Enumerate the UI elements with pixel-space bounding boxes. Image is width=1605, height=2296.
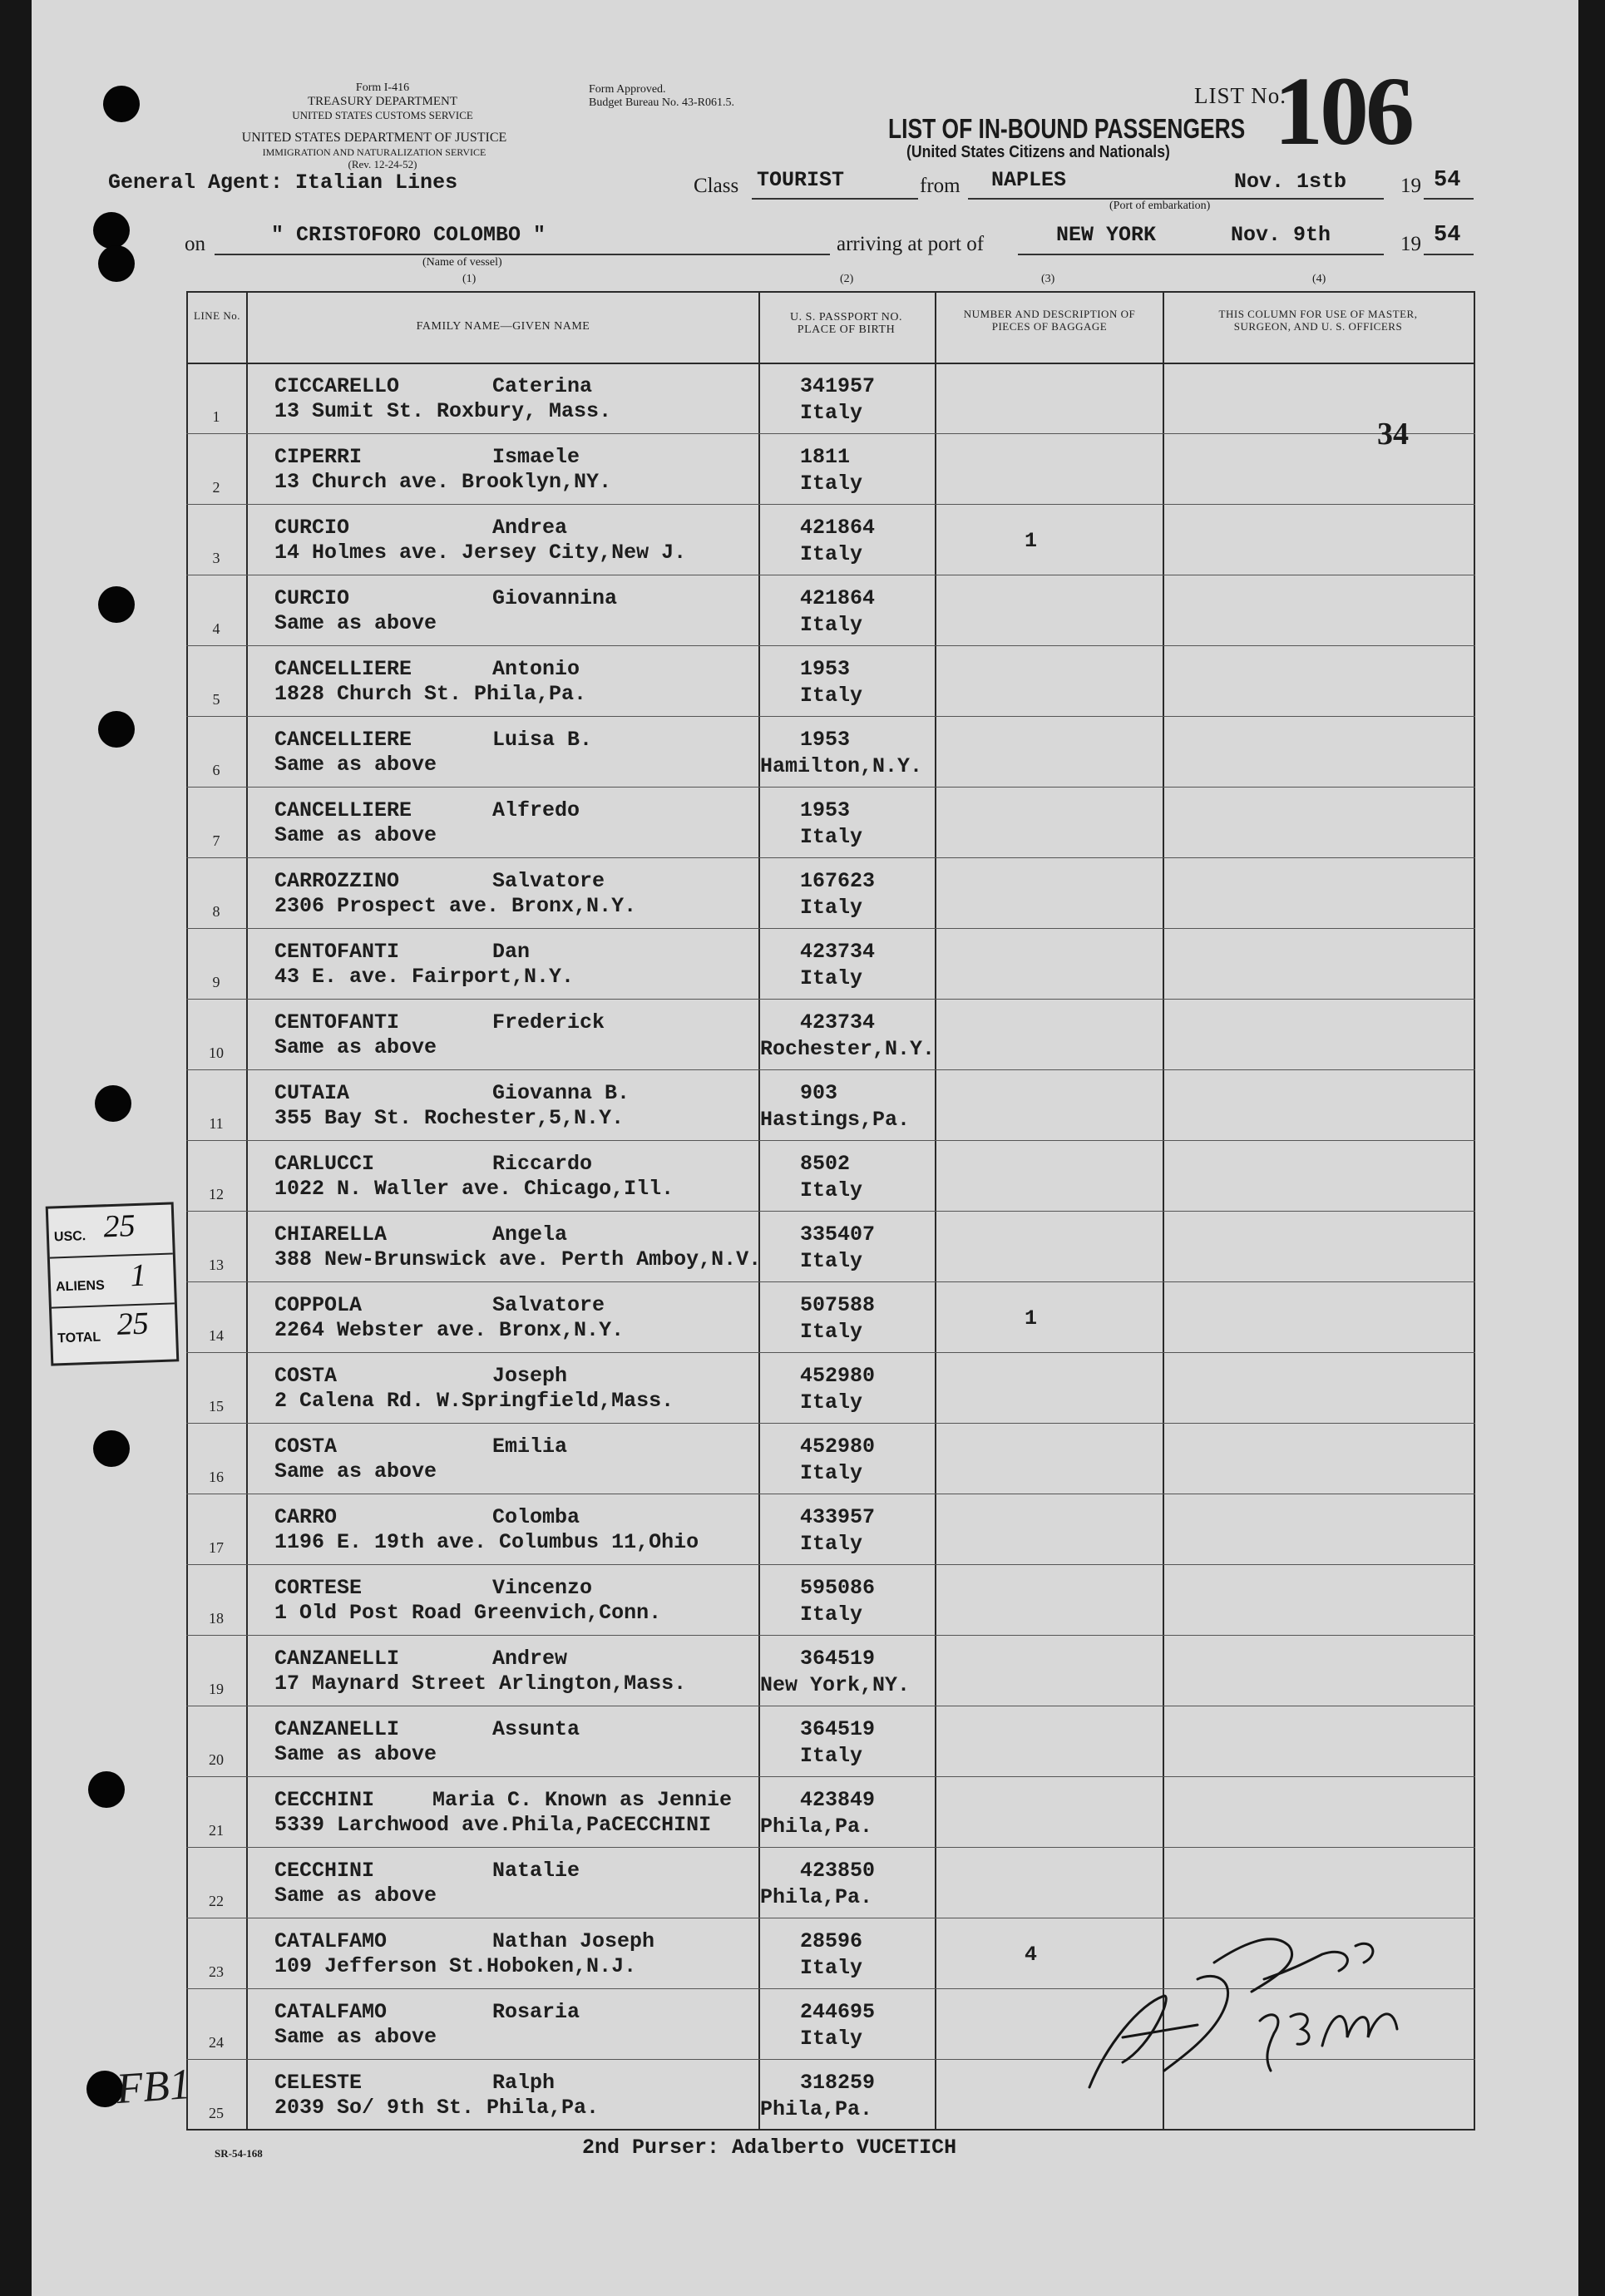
family-name: COSTA bbox=[274, 1434, 338, 1459]
line-number: 2 bbox=[212, 479, 220, 496]
from-port: NAPLES bbox=[991, 168, 1067, 192]
line-number: 12 bbox=[209, 1186, 224, 1202]
given-name: Luisa B. bbox=[492, 728, 593, 752]
given-name: Nathan Joseph bbox=[492, 1929, 655, 1953]
family-name: CENTOFANTI bbox=[274, 1010, 400, 1034]
passport-number: 423850 bbox=[800, 1859, 876, 1883]
revision-date: (Rev. 12-24-52) bbox=[348, 158, 417, 170]
given-name: Joseph bbox=[492, 1364, 568, 1388]
line-number: 22 bbox=[209, 1893, 224, 1909]
arrive-underline bbox=[1018, 254, 1384, 255]
punch-hole bbox=[88, 1771, 125, 1808]
given-name: Ismaele bbox=[492, 445, 580, 469]
given-name: Caterina bbox=[492, 374, 593, 398]
given-name: Salvatore bbox=[492, 869, 605, 893]
family-name: CHIARELLA bbox=[274, 1222, 388, 1247]
place-of-birth: Italy bbox=[800, 1602, 863, 1627]
passport-number: 1953 bbox=[800, 798, 851, 822]
place-of-birth: Italy bbox=[800, 1249, 863, 1273]
home-address: 1 Old Post Road Greenvich,Conn. bbox=[274, 1601, 662, 1625]
passport-number: 595086 bbox=[800, 1576, 876, 1600]
from-year: 54 bbox=[1434, 168, 1461, 193]
passport-number: 423849 bbox=[800, 1788, 876, 1812]
place-of-birth: Hastings,Pa. bbox=[760, 1108, 911, 1132]
passport-number: 507588 bbox=[800, 1293, 876, 1317]
arrival-year: 54 bbox=[1434, 223, 1461, 248]
passport-number: 341957 bbox=[800, 374, 876, 398]
passport-number: 28596 bbox=[800, 1929, 863, 1953]
family-name: CANZANELLI bbox=[274, 1717, 400, 1741]
family-name: CANZANELLI bbox=[274, 1647, 400, 1671]
passport-number: 1953 bbox=[800, 657, 851, 681]
home-address: 388 New-Brunswick ave. Perth Amboy,N.V. bbox=[274, 1247, 762, 1271]
line-number: 7 bbox=[212, 832, 220, 849]
passport-number: 167623 bbox=[800, 869, 876, 893]
line-number: 18 bbox=[209, 1610, 224, 1627]
place-of-birth: Italy bbox=[800, 1744, 863, 1768]
line-number: 24 bbox=[209, 2034, 224, 2051]
place-of-birth: Italy bbox=[800, 472, 863, 496]
row-divider bbox=[186, 1211, 1475, 1212]
line-number: 14 bbox=[209, 1327, 224, 1344]
table-top-border bbox=[186, 291, 1475, 293]
row-divider bbox=[186, 1564, 1475, 1565]
baggage-count: 1 bbox=[1025, 529, 1038, 553]
home-address: 2264 Webster ave. Bronx,N.Y. bbox=[274, 1318, 625, 1342]
passport-number: 423734 bbox=[800, 940, 876, 964]
baggage-count: 1 bbox=[1025, 1306, 1038, 1331]
line-number: 25 bbox=[209, 2105, 224, 2121]
given-name: Frederick bbox=[492, 1010, 605, 1034]
given-name: Andrea bbox=[492, 516, 568, 540]
given-name: Alfredo bbox=[492, 798, 580, 822]
row-divider bbox=[186, 999, 1475, 1000]
header-baggage: NUMBER AND DESCRIPTION OF PIECES OF BAGGAGE bbox=[963, 308, 1136, 333]
place-of-birth: Italy bbox=[800, 401, 863, 425]
family-name: CARRO bbox=[274, 1505, 338, 1529]
home-address: 2306 Prospect ave. Bronx,N.Y. bbox=[274, 894, 637, 918]
punch-hole bbox=[93, 1430, 130, 1467]
ins-label: IMMIGRATION AND NATURALIZATION SERVICE bbox=[262, 146, 486, 158]
row-divider bbox=[186, 1635, 1475, 1636]
line-number: 17 bbox=[209, 1539, 224, 1556]
place-of-birth: Italy bbox=[800, 1461, 863, 1485]
passport-number: 244695 bbox=[800, 2000, 876, 2024]
baggage-count: 4 bbox=[1025, 1943, 1038, 1967]
line-number: 10 bbox=[209, 1044, 224, 1061]
margin-note: FB1 bbox=[115, 2060, 193, 2114]
home-address: Same as above bbox=[274, 1035, 437, 1059]
place-of-birth: Italy bbox=[800, 684, 863, 708]
column-number-2: (2) bbox=[840, 273, 854, 285]
budget-bureau: Budget Bureau No. 43-R061.5. bbox=[589, 96, 734, 109]
family-name: CANCELLIERE bbox=[274, 798, 412, 822]
row-divider bbox=[186, 504, 1475, 505]
arriving-label: arriving at port of bbox=[837, 233, 985, 255]
from-label: from bbox=[920, 175, 961, 197]
line-number: 20 bbox=[209, 1751, 224, 1768]
given-name: Assunta bbox=[492, 1717, 580, 1741]
family-name: CARROZZINO bbox=[274, 869, 400, 893]
class-underline bbox=[752, 198, 918, 200]
given-name: Ralph bbox=[492, 2071, 556, 2095]
home-address: Same as above bbox=[274, 753, 437, 777]
line-number: 11 bbox=[209, 1115, 224, 1132]
family-name: CUTAIA bbox=[274, 1081, 350, 1105]
family-name: COSTA bbox=[274, 1364, 338, 1388]
tally-stamp bbox=[46, 1202, 180, 1365]
given-name: Riccardo bbox=[492, 1152, 593, 1176]
table-header-border bbox=[186, 363, 1475, 364]
place-of-birth: Italy bbox=[800, 1532, 863, 1556]
family-name: CATALFAMO bbox=[274, 1929, 388, 1953]
line-number: 3 bbox=[212, 550, 220, 566]
home-address: 109 Jefferson St.Hoboken,N.J. bbox=[274, 1954, 637, 1978]
officer-signature bbox=[1073, 1913, 1422, 2104]
given-name: Antonio bbox=[492, 657, 580, 681]
passport-number: 335407 bbox=[800, 1222, 876, 1247]
row-divider bbox=[186, 1423, 1475, 1424]
home-address: 13 Church ave. Brooklyn,NY. bbox=[274, 470, 612, 494]
passport-number: 421864 bbox=[800, 516, 876, 540]
passport-number: 423734 bbox=[800, 1010, 876, 1034]
given-name: Dan bbox=[492, 940, 531, 964]
stamp-aliens-label: ALIENS bbox=[55, 1278, 106, 1295]
stamp-total-label: TOTAL bbox=[57, 1330, 101, 1346]
home-address: Same as above bbox=[274, 823, 437, 847]
passport-number: 433957 bbox=[800, 1505, 876, 1529]
row-divider bbox=[186, 716, 1475, 717]
given-name: Vincenzo bbox=[492, 1576, 593, 1600]
family-name: CARLUCCI bbox=[274, 1152, 375, 1176]
passport-number: 318259 bbox=[800, 2071, 876, 2095]
arrival-date: Nov. 9th bbox=[1231, 223, 1331, 247]
passport-number: 8502 bbox=[800, 1152, 851, 1176]
column-number-1: (1) bbox=[462, 273, 477, 285]
place-of-birth: Italy bbox=[800, 896, 863, 920]
line-number: 19 bbox=[209, 1681, 224, 1697]
place-of-birth: Italy bbox=[800, 1178, 863, 1202]
home-address: Same as above bbox=[274, 2025, 437, 2049]
stamp-usc-label: USC. bbox=[53, 1229, 86, 1245]
home-address: Same as above bbox=[274, 611, 437, 635]
home-address: 5339 Larchwood ave.Phila,PaCECCHINI bbox=[274, 1813, 712, 1837]
family-name: CURCIO bbox=[274, 516, 350, 540]
passport-number: 364519 bbox=[800, 1647, 876, 1671]
punch-hole bbox=[95, 1085, 131, 1122]
row-divider bbox=[186, 1352, 1475, 1353]
passport-number: 452980 bbox=[800, 1434, 876, 1459]
place-of-birth: Phila,Pa. bbox=[760, 2097, 873, 2121]
passport-number: 364519 bbox=[800, 1717, 876, 1741]
home-address: Same as above bbox=[274, 1459, 437, 1484]
row-divider bbox=[186, 1069, 1475, 1070]
from-date: Nov. 1stb bbox=[1234, 170, 1347, 194]
general-agent: General Agent: Italian Lines bbox=[108, 170, 458, 195]
passport-number: 1811 bbox=[800, 445, 851, 469]
line-number: 15 bbox=[209, 1398, 224, 1415]
family-name: COPPOLA bbox=[274, 1293, 363, 1317]
place-of-birth: Rochester,N.Y. bbox=[760, 1037, 936, 1061]
officer-mark: 34 bbox=[1377, 417, 1409, 452]
line-number: 21 bbox=[209, 1822, 224, 1839]
place-of-birth: Italy bbox=[800, 2027, 863, 2051]
purser-signature-line: 2nd Purser: Adalberto VUCETICH bbox=[582, 2136, 957, 2160]
column-number-3: (3) bbox=[1041, 273, 1055, 285]
home-address: 355 Bay St. Rochester,5,N.Y. bbox=[274, 1106, 625, 1130]
header-family-given-name: FAMILY NAME—GIVEN NAME bbox=[416, 320, 590, 333]
family-name: CANCELLIERE bbox=[274, 728, 412, 752]
given-name: Angela bbox=[492, 1222, 568, 1247]
given-name: Rosaria bbox=[492, 2000, 580, 2024]
punch-hole bbox=[93, 212, 130, 249]
line-number: 6 bbox=[212, 762, 220, 778]
home-address: 1022 N. Waller ave. Chicago,Ill. bbox=[274, 1177, 674, 1201]
footer-code: SR-54-168 bbox=[215, 2147, 263, 2160]
header-passport-birthplace: U. S. PASSPORT NO. PLACE OF BIRTH bbox=[790, 311, 902, 336]
given-name: Colomba bbox=[492, 1505, 580, 1529]
passport-number: 903 bbox=[800, 1081, 838, 1105]
given-name: Giovannina bbox=[492, 586, 618, 610]
home-address: 2 Calena Rd. W.Springfield,Mass. bbox=[274, 1389, 674, 1413]
arrival-port: NEW YORK bbox=[1056, 223, 1157, 247]
row-divider bbox=[186, 1776, 1475, 1777]
header-officers-use: THIS COLUMN FOR USE OF MASTER, SURGEON, AND U. S. OFFICERS bbox=[1218, 308, 1418, 333]
department-of-justice: UNITED STATES DEPARTMENT OF JUSTICE bbox=[241, 131, 507, 145]
list-label: LIST No. bbox=[1194, 83, 1287, 108]
home-address: 13 Sumit St. Roxbury, Mass. bbox=[274, 399, 612, 423]
row-divider bbox=[186, 787, 1475, 788]
given-name: Maria C. Known as Jennie bbox=[432, 1788, 733, 1812]
row-divider bbox=[186, 1281, 1475, 1282]
class-value: TOURIST bbox=[757, 168, 845, 192]
row-divider bbox=[186, 1847, 1475, 1848]
vessel-underline bbox=[215, 254, 830, 255]
given-name: Natalie bbox=[492, 1859, 580, 1883]
manifest-title: LIST OF IN-BOUND PASSENGERS bbox=[888, 113, 1246, 144]
from-year-underline bbox=[1424, 198, 1474, 200]
family-name: CIPERRI bbox=[274, 445, 363, 469]
passport-number: 1953 bbox=[800, 728, 851, 752]
vessel-name: " CRISTOFORO COLOMBO " bbox=[271, 223, 546, 247]
line-number: 9 bbox=[212, 974, 220, 990]
place-of-birth: Italy bbox=[800, 1956, 863, 1980]
line-number: 23 bbox=[209, 1963, 224, 1980]
stamp-usc-value: 25 bbox=[102, 1208, 136, 1245]
row-divider bbox=[186, 645, 1475, 646]
header-line-number: LINE No. bbox=[194, 309, 240, 322]
manifest-subtitle: (United States Citizens and Nationals) bbox=[906, 143, 1170, 161]
place-of-birth: Italy bbox=[800, 825, 863, 849]
home-address: 17 Maynard Street Arlington,Mass. bbox=[274, 1671, 687, 1696]
on-label: on bbox=[185, 233, 205, 255]
place-of-birth: Italy bbox=[800, 542, 863, 566]
given-name: Andrew bbox=[492, 1647, 568, 1671]
place-of-birth: Italy bbox=[800, 1390, 863, 1415]
home-address: 43 E. ave. Fairport,N.Y. bbox=[274, 965, 575, 989]
home-address: 1828 Church St. Phila,Pa. bbox=[274, 682, 587, 706]
stamp-aliens-value: 1 bbox=[129, 1257, 147, 1294]
place-of-birth: Phila,Pa. bbox=[760, 1815, 873, 1839]
column-number-4: (4) bbox=[1312, 273, 1326, 285]
row-divider bbox=[186, 1140, 1475, 1141]
line-number: 16 bbox=[209, 1469, 224, 1485]
given-name: Salvatore bbox=[492, 1293, 605, 1317]
line-number: 4 bbox=[212, 620, 220, 637]
family-name: CECCHINI bbox=[274, 1859, 375, 1883]
family-name: CORTESE bbox=[274, 1576, 363, 1600]
line-number: 1 bbox=[212, 408, 220, 425]
punch-hole bbox=[98, 586, 135, 623]
home-address: 1196 E. 19th ave. Columbus 11,Ohio bbox=[274, 1530, 699, 1554]
table-bottom-border bbox=[186, 2129, 1475, 2131]
place-of-birth: Hamilton,N.Y. bbox=[760, 754, 923, 778]
home-address: Same as above bbox=[274, 1884, 437, 1908]
list-number: 106 bbox=[1274, 57, 1411, 165]
vessel-name-label: (Name of vessel) bbox=[422, 256, 502, 269]
passport-number: 452980 bbox=[800, 1364, 876, 1388]
line-number: 5 bbox=[212, 691, 220, 708]
given-name: Emilia bbox=[492, 1434, 568, 1459]
row-divider bbox=[186, 857, 1475, 858]
arrival-year-underline bbox=[1424, 254, 1474, 255]
punch-hole bbox=[98, 245, 135, 282]
row-divider bbox=[186, 433, 1475, 434]
place-of-birth: Italy bbox=[800, 613, 863, 637]
family-name: CENTOFANTI bbox=[274, 940, 400, 964]
class-label: Class bbox=[694, 175, 739, 197]
customs-service: UNITED STATES CUSTOMS SERVICE bbox=[292, 109, 473, 121]
line-number: 8 bbox=[212, 903, 220, 920]
treasury-department: TREASURY DEPARTMENT bbox=[307, 95, 458, 108]
from-year-prefix: 19 bbox=[1400, 175, 1421, 197]
family-name: CICCARELLO bbox=[274, 374, 400, 398]
punch-hole bbox=[103, 86, 140, 122]
place-of-birth: Italy bbox=[800, 966, 863, 990]
place-of-birth: New York,NY. bbox=[760, 1673, 911, 1697]
place-of-birth: Phila,Pa. bbox=[760, 1885, 873, 1909]
punch-hole bbox=[98, 711, 135, 748]
arrival-year-prefix: 19 bbox=[1400, 233, 1421, 255]
form-approved: Form Approved. bbox=[589, 83, 666, 96]
home-address: Same as above bbox=[274, 1742, 437, 1766]
form-number: Form I-416 bbox=[355, 81, 410, 94]
row-divider bbox=[186, 928, 1475, 929]
family-name: CELESTE bbox=[274, 2071, 363, 2095]
home-address: 14 Holmes ave. Jersey City,New J. bbox=[274, 541, 687, 565]
place-of-birth: Italy bbox=[800, 1320, 863, 1344]
passport-number: 421864 bbox=[800, 586, 876, 610]
family-name: CURCIO bbox=[274, 586, 350, 610]
given-name: Giovanna B. bbox=[492, 1081, 630, 1105]
family-name: CATALFAMO bbox=[274, 2000, 388, 2024]
port-of-embarkation-label: (Port of embarkation) bbox=[1109, 200, 1211, 212]
stamp-total-value: 25 bbox=[116, 1306, 150, 1342]
home-address: 2039 So/ 9th St. Phila,Pa. bbox=[274, 2096, 600, 2120]
line-number: 13 bbox=[209, 1257, 224, 1273]
family-name: CECCHINI bbox=[274, 1788, 375, 1812]
family-name: CANCELLIERE bbox=[274, 657, 412, 681]
